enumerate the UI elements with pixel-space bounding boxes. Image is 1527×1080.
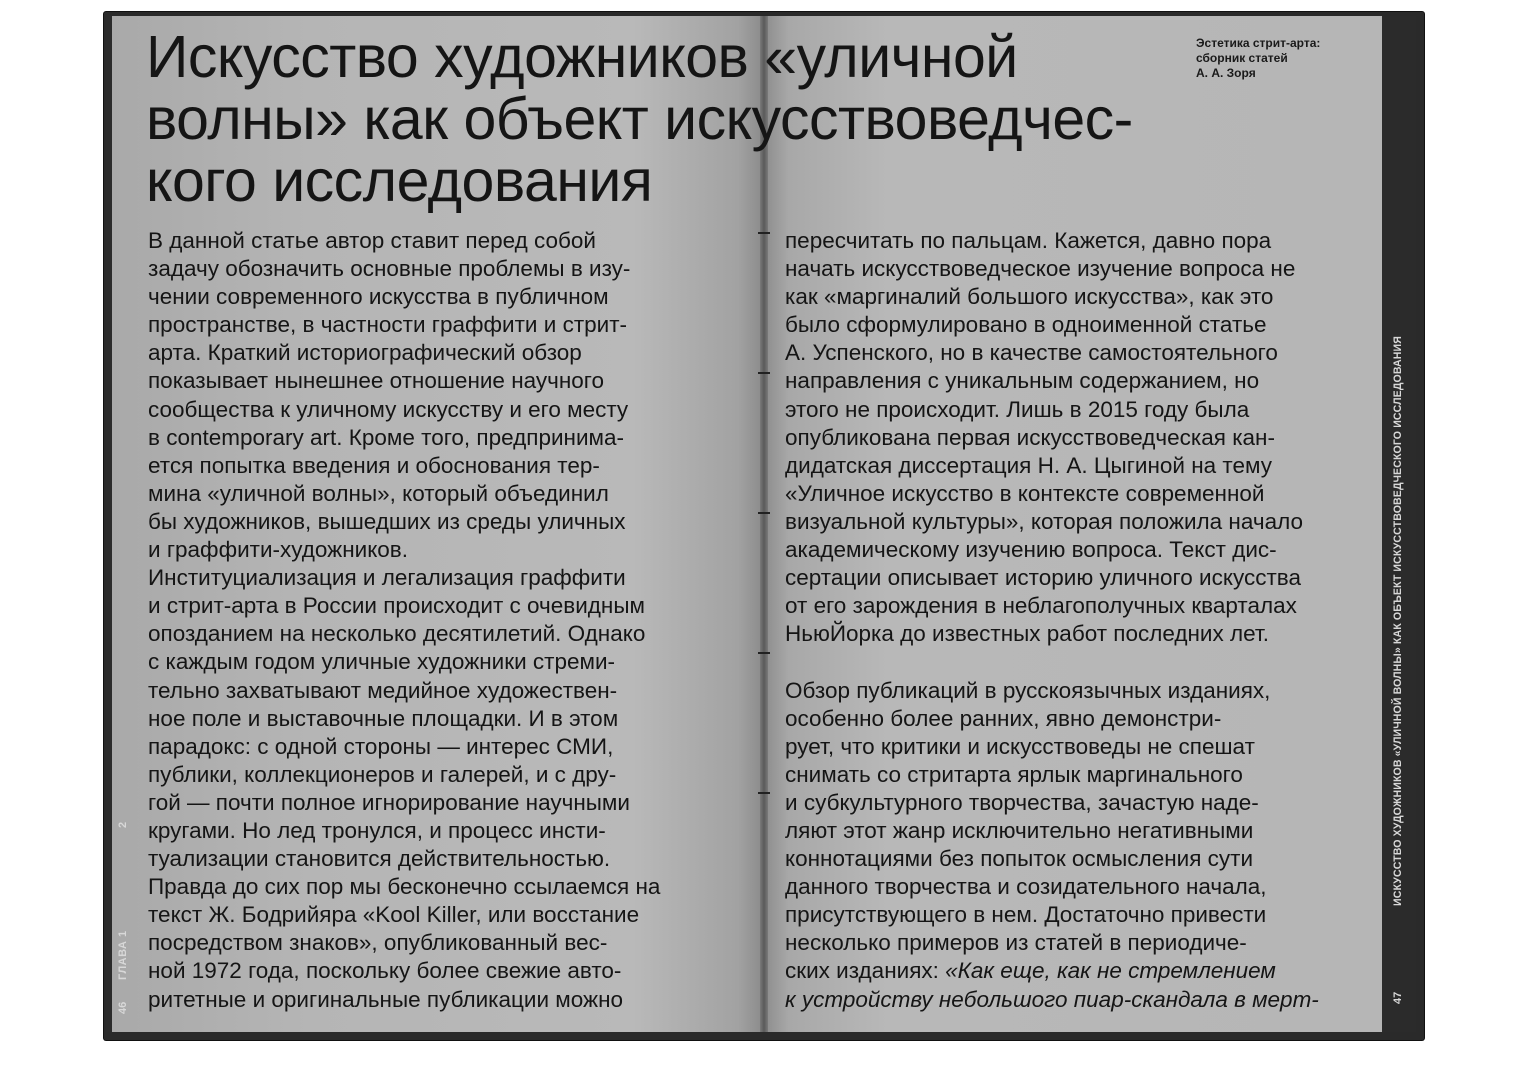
spine-stitch (758, 512, 770, 514)
text-line: Обзор публикаций в русскоязычных изданиях, (785, 677, 1271, 703)
text-line: В данной статье автор ставит перед собой (148, 228, 596, 253)
text-line: как «маргиналий большого искусства», как это (785, 284, 1274, 310)
title-line: Искусство художников «уличной (146, 24, 1018, 90)
title-line: волны» как объект искусствоведчес- (146, 86, 1133, 152)
text-line: присутствующего в нем. Достаточно привести (785, 902, 1267, 928)
text-line: кругами. Но лед тронулся, и процесс инсти- (148, 817, 606, 843)
chapter-label: ГЛАВА 1 (117, 930, 129, 980)
text-line: опозданием на несколько десятилетий. Однако (148, 621, 646, 647)
book-meta (1196, 36, 1376, 81)
text-line: Правда до сих пор мы бесконечно ссылаемся на (148, 874, 661, 900)
text-line: данного творчества и созидательного начала, (785, 874, 1267, 900)
text-line: ное поле и выставочные площадки. И в этом (148, 705, 619, 731)
left-text-column (148, 227, 748, 1014)
spine-stitch (758, 792, 770, 794)
text-line: и субкультурного творчества, зачастую наде- (785, 789, 1259, 815)
running-head: ИСКУССТВО ХУДОЖНИКОВ «УЛИЧНОЙ ВОЛНЫ» КАК ОБЪЕКТ ИСКУССТВОВЕДЧЕСКОГО ИССЛЕДОВАНИЯ (1392, 336, 1404, 906)
paragraph-gap (785, 648, 1385, 676)
text-line: задачу обозначить основные проблемы в изу- (148, 256, 631, 282)
text-line: рует, что критики и искусствоведы не спешат (785, 733, 1255, 759)
text-line: гой — почти полное игнорирование научными (148, 789, 630, 815)
text-line: Институциализация и легализация граффити (148, 565, 626, 591)
text-line: ритетные и оригинальные публикации можно (148, 986, 624, 1012)
section-marker: 2 (117, 821, 129, 828)
text-line: от его зарождения в неблагополучных кварталах (785, 593, 1297, 619)
text-line: А. Успенского, но в качестве самостоятельного (785, 340, 1278, 366)
text-line: и граффити-художников. (148, 537, 409, 563)
text-line: чении современного искусства в публичном (148, 284, 609, 310)
quote-line: к устройству небольшого пиар-скандала в мерт- (785, 986, 1319, 1012)
right-text-column (785, 227, 1385, 1014)
text-line: было сформулировано в одноименной статье (785, 312, 1267, 338)
text-line: бы художников, вышедших из среды уличных (148, 508, 626, 534)
meta-author: А. А. Зоря (1196, 66, 1256, 80)
text-line: опубликована первая искусствоведческая кан- (785, 424, 1275, 450)
spine-stitch (758, 652, 770, 654)
text-line: визуальной культуры», которая положила начало (785, 508, 1303, 534)
text-line: сообщества к уличному искусству и его месту (148, 396, 629, 422)
meta-book-title: Эстетика стрит-арта: (1196, 36, 1321, 50)
spine-stitch (758, 232, 770, 234)
text-line: начать искусствоведческое изучение вопроса не (785, 256, 1296, 282)
text-line: пространстве, в частности граффити и стрит- (148, 312, 628, 338)
left-page-number: 46 (117, 1001, 129, 1014)
text-line: снимать со стритарта ярлык маргинального (785, 761, 1243, 787)
text-line: и стрит-арта в России происходит с очевидным (148, 593, 645, 619)
text-line: ляют этот жанр исключительно негативными (785, 817, 1254, 843)
meta-book-subtitle: сборник статей (1196, 51, 1288, 65)
text-line: показывает нынешнее отношение научного (148, 368, 605, 394)
quote-fragment: «Как еще, как не стремлением (945, 958, 1276, 984)
spine-stitch (758, 372, 770, 374)
text-line: сертации описывает историю уличного искусства (785, 565, 1301, 591)
text-line: несколько примеров из статей в периодиче- (785, 930, 1247, 956)
text-line: мина «уличной волны», который объединил (148, 480, 609, 506)
article-title (146, 26, 1306, 212)
text-line: парадокс: с одной стороны — интерес СМИ, (148, 733, 614, 759)
text-line: туализации становится действительностью. (148, 846, 611, 872)
text-line: коннотациями без попыток осмысления сути (785, 846, 1254, 872)
text-line: в contemporary art. Кроме того, предпринима- (148, 424, 625, 450)
text-line: пересчитать по пальцам. Кажется, давно пора (785, 228, 1272, 253)
text-line: направления с уникальным содержанием, но (785, 368, 1260, 394)
text-fragment: ских изданиях: (785, 958, 946, 984)
text-line: с каждым годом уличные художники стреми- (148, 649, 616, 675)
title-line: кого исследования (146, 148, 653, 214)
text-line: особенно более ранних, явно демонстри- (785, 705, 1222, 731)
text-line: посредством знаков», опубликованный вес- (148, 930, 608, 956)
text-line: публики, коллекционеров и галерей, и с дру- (148, 761, 617, 787)
text-line: дидатская диссертация Н. А. Цыгиной на тему (785, 452, 1272, 478)
text-line: тельно захватывают медийное художествен- (148, 677, 618, 703)
text-line: академическому изучению вопроса. Текст дис- (785, 537, 1277, 563)
text-line: НьюЙорка до известных работ последних лет. (785, 621, 1269, 647)
text-line: «Уличное искусство в контексте современной (785, 480, 1265, 506)
text-line: ется попытка введения и обоснования тер- (148, 452, 600, 478)
right-page-number: 47 (1392, 991, 1404, 1004)
text-line: ной 1972 года, поскольку более свежие авто- (148, 958, 622, 984)
text-line: этого не происходит. Лишь в 2015 году была (785, 396, 1250, 422)
text-line: текст Ж. Бодрийяра «Kool Killer, или восстание (148, 902, 640, 928)
text-line-mixed (785, 957, 1385, 985)
text-line: арта. Краткий историографический обзор (148, 340, 582, 366)
